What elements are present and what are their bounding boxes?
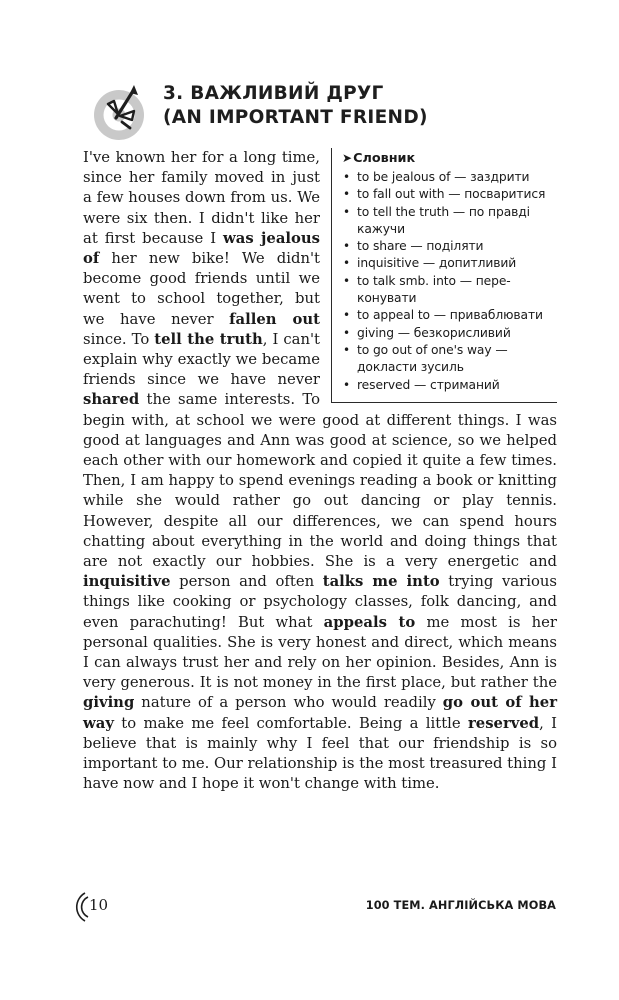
bullet-icon: • [343,273,350,288]
vocabulary-header [342,150,557,167]
vocabulary-item: • to tell the truth — по правді кажучи [343,204,530,236]
vocabulary-list [342,169,557,394]
article-text [83,148,557,795]
highlighted-term: shared [83,391,140,409]
vocabulary-box [331,148,557,403]
highlighted-term: reserved [468,714,540,732]
vocabulary-item: • to talk smb. into — пере-конувати [343,273,511,306]
highlighted-term: giving [83,694,135,712]
vocabulary-item: • to fall out with — посваритися [342,186,557,203]
bullet-icon: • [343,239,350,254]
highlighted-term: inquisitive [83,573,171,591]
highlighted-term: appeals to [323,613,416,631]
vocabulary-item: • giving — безкорисливий [342,325,557,342]
page-corner-icon [66,890,90,924]
article-paragraph: I've known her for a long time, since her family moved in just a few houses down from us. We were six then. I didn't like her at first because I was jealous of her new bike! We didn't become good friends until we went to school together, but we have never fallen out since. To tell the truth, I can't explain why exactly we became friends since we have never shared the same interests. To begin with, at school we were good at different things. I was good at languages and Ann was good at science, so we helped each other with our homework and copied it quite a few times. Then, I am happy to spend evenings reading a book or knitting while she would rather go out dancing or play tennis. However, despite all our differences, we can spend hours chatting about everything in the world and doing things that are not exactly our hobbies. She is a very energetic and inquisitive person and often talks me into trying various things like cooking or psychology classes, folk dancing, and even parachuting! But what appeals to me most is her personal qualities. She is very honest and direct, which means I can always trust her and rely on her opinion. Besides, Ann is very generous. It is not money in the first place, but rather the giving nature of a person who would readily go out of her way to make me feel comfortable. Being a little reserved, I believe that is mainly why I feel that our friendship is so important to me. Our relationship is the most treasured thing I have now and I hope it won't change with time. [83,149,558,793]
bullet-icon: • [343,204,350,219]
bullet-icon: • [343,342,350,357]
section-title-english: (AN IMPORTANT FRIEND) [163,107,428,128]
section-title [163,82,483,130]
vocabulary-item: • to appeal to — приваблювати [342,307,557,324]
target-icon [86,78,156,144]
highlighted-term: talks me into [322,573,440,591]
bullet-icon: • [343,377,350,392]
bullet-icon: • [343,170,350,184]
vocabulary-item: • reserved — стриманий [342,377,557,394]
vocabulary-item: • inquisitive — допитливий [342,255,557,272]
highlighted-term: tell the truth [154,330,263,348]
page-number: 10 [89,896,109,914]
vocabulary-title: Словник [353,151,416,166]
vocabulary-item: • to go out of one's way — докласти зусиль [343,342,508,375]
bullet-icon: • [343,308,350,323]
vocabulary-item: • to share — поділяти [342,238,557,255]
highlighted-term: fallen out [229,310,320,328]
highlighted-term: was jealous of [83,229,320,268]
bullet-icon: • [343,187,350,202]
chevron-right-icon: ➤ [342,151,353,165]
vocabulary-item: • to be jealous of — заздрити [342,169,557,186]
bullet-icon: • [343,256,350,271]
section-title-ukrainian: 3. ВАЖЛИВИЙ ДРУГ [163,83,384,104]
bullet-icon: • [343,325,350,340]
highlighted-term: go out of her way [83,694,557,732]
running-title: 100 ТЕМ. АНГЛІЙСЬКА МОВА [365,899,556,912]
